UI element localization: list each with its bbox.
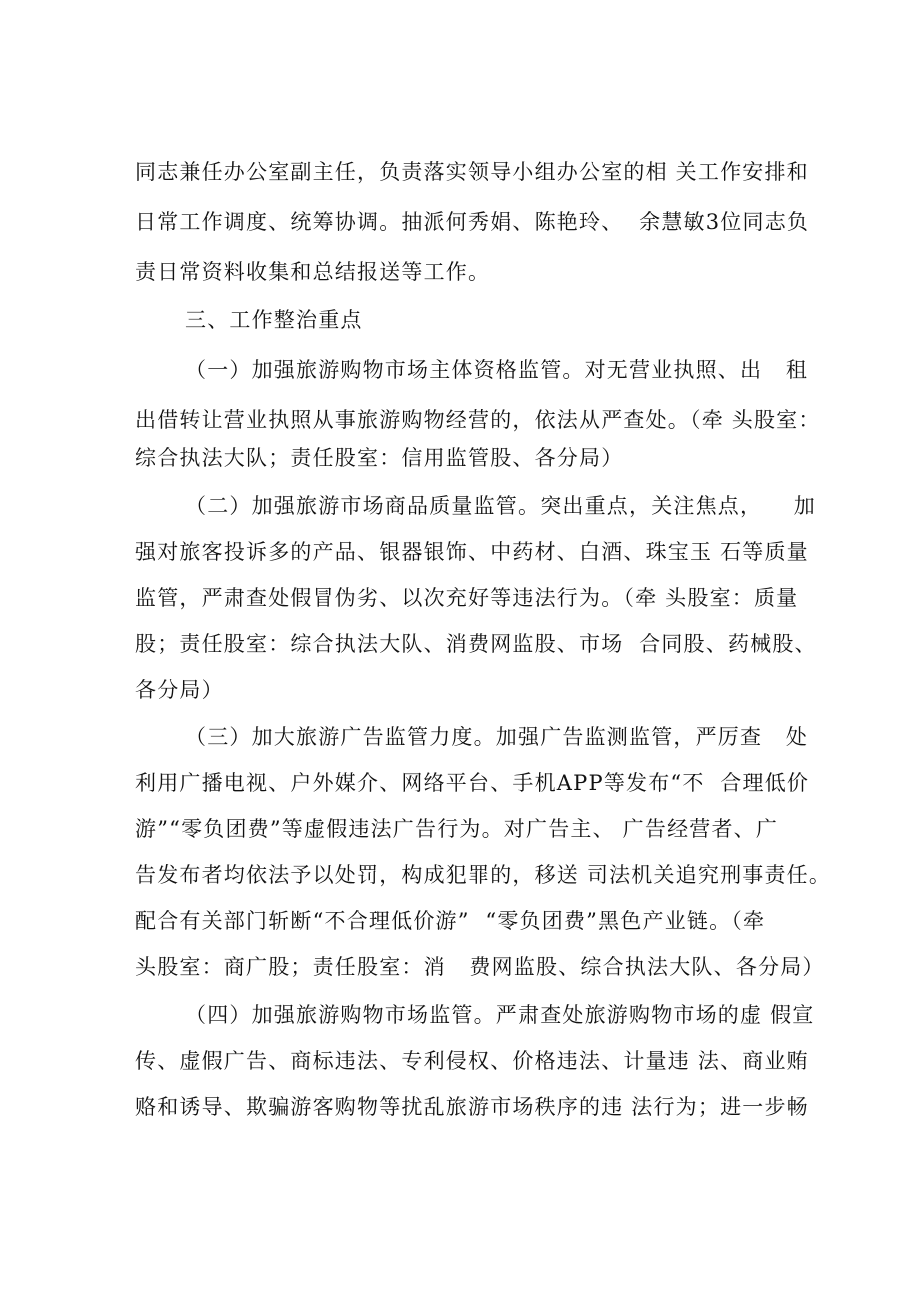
- body-text-line: 传、虚假广告、商标违法、专利侵权、价格违法、计量违 法、商业贿: [135, 1049, 809, 1073]
- body-text-line: 股；责任股室：综合执法大队、消费网监股、市场 合同股、药械股、: [135, 632, 817, 656]
- body-text-line: 头股室：商广股；责任股室：消 费网监股、综合执法大队、各分局）: [135, 955, 825, 979]
- body-text-line: （三）加大旅游广告监管力度。加强广告监测监管，严厉查 处: [185, 725, 809, 749]
- section-heading: 三、工作整治重点: [185, 308, 363, 332]
- body-text-line: （四）加强旅游购物市场监管。严肃查处旅游购物市场的虚 假宣: [185, 1003, 815, 1027]
- body-text-line: 强对旅客投诉多的产品、银器银饰、中药材、白酒、珠宝玉 石等质量: [135, 540, 809, 564]
- body-text-line: 出借转让营业执照从事旅游购物经营的，依法从严查处。（牵 头股室：: [135, 408, 821, 432]
- body-text-line: （一）加强旅游购物市场主体资格监管。对无营业执照、出 租: [185, 358, 809, 382]
- body-text-line: 日常工作调度、统筹协调。抽派何秀娟、陈艳玲、 余慧敏3位同志负: [135, 210, 810, 234]
- body-text-line: （二）加强旅游市场商品质量监管。突出重点，关注焦点， 加: [185, 494, 816, 518]
- body-text-line: 综合执法大队；责任股室：信用监管股、各分局）: [135, 446, 624, 470]
- body-text-line: 监管，严肃查处假冒伪劣、以次充好等违法行为。（牵 头股室：质量: [135, 586, 799, 610]
- body-text-line: 配合有关部门斩断“不合理低价游” “零负团费”黑色产业链。（牵: [135, 909, 766, 933]
- body-text-line: 责日常资料收集和总结报送等工作。: [135, 260, 491, 284]
- body-text-line: 赂和诱导、欺骗游客购物等扰乱旅游市场秩序的违 法行为；进一步畅: [135, 1095, 809, 1119]
- body-text-line: 利用广播电视、户外媒介、网络平台、手机APP等发布“不 合理低价: [135, 771, 810, 795]
- body-text-line: 各分局）: [135, 678, 224, 702]
- body-text-line: 游”“零负团费”等虚假违法广告行为。对广告主、 广告经营者、广: [135, 817, 779, 841]
- body-text-line: 同志兼任办公室副主任，负责落实领导小组办公室的相 关工作安排和: [135, 160, 809, 184]
- body-text-line: 告发布者均依法予以处罚，构成犯罪的，移送 司法机关追究刑事责任。: [135, 863, 832, 887]
